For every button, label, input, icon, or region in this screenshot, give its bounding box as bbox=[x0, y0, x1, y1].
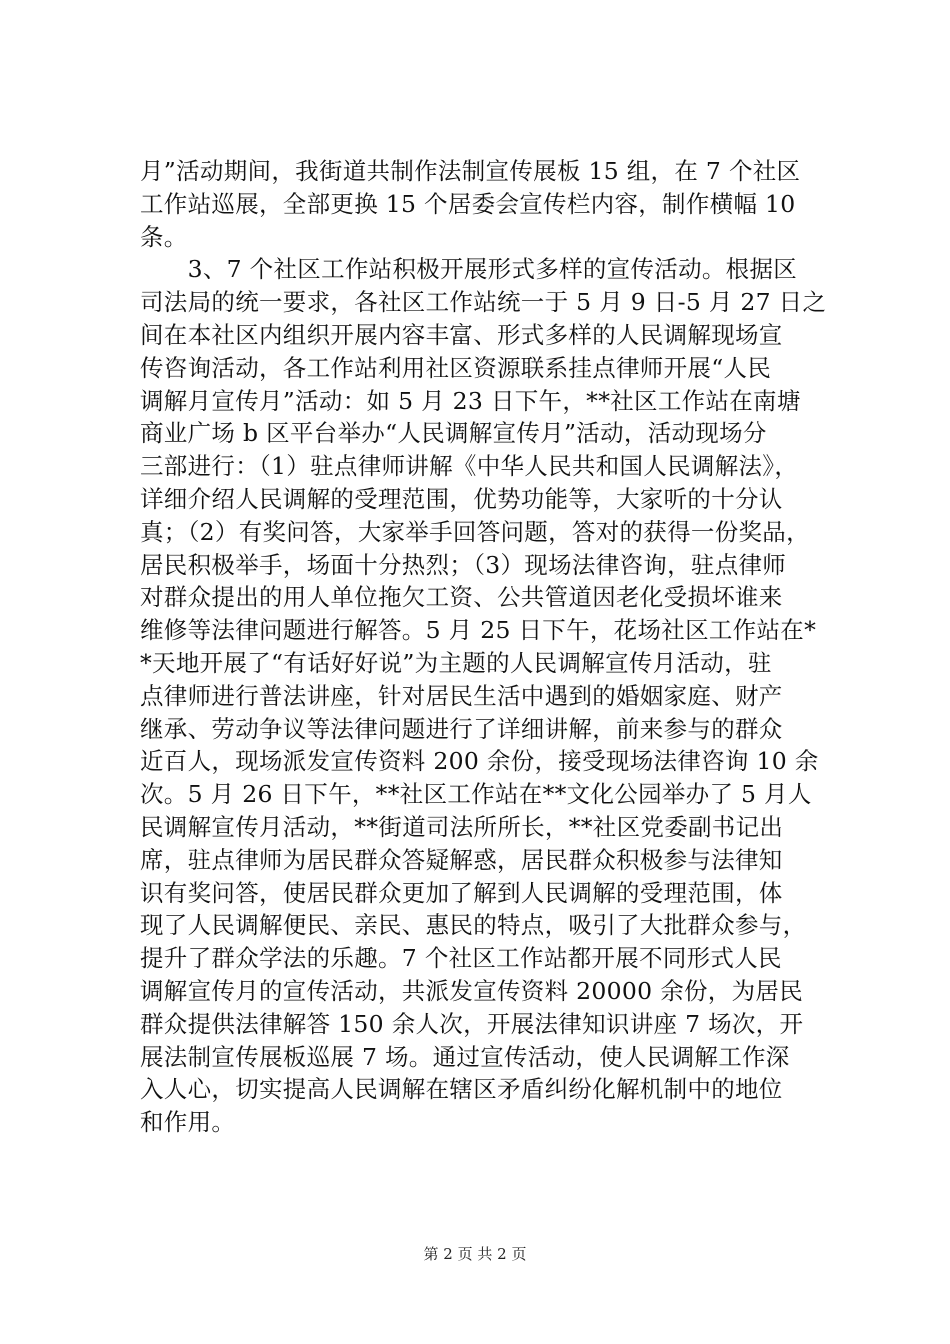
text-line: 次。5 月 26 日下午，**社区工作站在**文化公园举办了 5 月人 bbox=[140, 780, 812, 809]
text-line: 和作用。 bbox=[140, 1108, 236, 1137]
text-line: 对群众提出的用人单位拖欠工资、公共管道因老化受损坏谁来 bbox=[140, 583, 783, 612]
text-line: 现了人民调解便民、亲民、惠民的特点，吸引了大批群众参与， bbox=[140, 911, 807, 940]
text-line: 调解宣传月的宣传活动，共派发宣传资料 20000 余份，为居民 bbox=[140, 976, 803, 1005]
text-line: 司法局的统一要求，各社区工作站统一于 5 月 9 日-5 月 27 日之 bbox=[140, 288, 827, 317]
text-line: 入人心，切实提高人民调解在辖区矛盾纠纷化解机制中的地位 bbox=[140, 1075, 783, 1104]
text-line: *天地开展了“有话好好说”为主题的人民调解宣传月活动，驻 bbox=[140, 648, 772, 677]
text-line: 条。 bbox=[140, 222, 188, 251]
text-line: 居民积极举手，场面十分热烈；（3）现场法律咨询，驻点律师 bbox=[140, 550, 787, 579]
text-line: 群众提供法律解答 150 余人次，开展法律知识讲座 7 场次，开 bbox=[140, 1009, 804, 1038]
text-line: 调解月宣传月”活动：如 5 月 23 日下午，**社区工作站在南塘 bbox=[140, 386, 801, 415]
text-line: 近百人，现场派发宣传资料 200 余份，接受现场法律咨询 10 余 bbox=[140, 747, 819, 776]
text-line: 继承、劳动争议等法律问题进行了详细讲解，前来参与的群众 bbox=[140, 714, 783, 743]
text-line: 详细介绍人民调解的受理范围，优势功能等，大家听的十分认 bbox=[140, 484, 783, 513]
text-line: 真；（2）有奖问答，大家举手回答问题，答对的获得一份奖品， bbox=[140, 517, 810, 546]
text-line: 三部进行：（1）驻点律师讲解《中华人民共和国人民调解法》， bbox=[140, 452, 799, 481]
page-number: 第 2 页 共 2 页 bbox=[423, 1245, 527, 1263]
text-line: 点律师进行普法讲座，针对居民生活中遇到的婚姻家庭、财产 bbox=[140, 681, 783, 710]
document-body bbox=[140, 155, 830, 1139]
text-line: 提升了群众学法的乐趣。7 个社区工作站都开展不同形式人民 bbox=[140, 944, 782, 973]
text-line: 维修等法律问题进行解答。5 月 25 日下午，花场社区工作站在* bbox=[140, 616, 817, 645]
text-line: 识有奖问答，使居民群众更加了解到人民调解的受理范围，体 bbox=[140, 878, 783, 907]
text-line: 传咨询活动，各工作站利用社区资源联系挂点律师开展“人民 bbox=[140, 353, 772, 382]
text-line: 民调解宣传月活动，**街道司法所所长，**社区党委副书记出 bbox=[140, 812, 784, 841]
text-line: 工作站巡展，全部更换 15 个居委会宣传栏内容，制作横幅 10 bbox=[140, 189, 796, 218]
text-line: 展法制宣传展板巡展 7 场。通过宣传活动，使人民调解工作深 bbox=[140, 1042, 790, 1071]
text-line: 3、7 个社区工作站积极开展形式多样的宣传活动。根据区 bbox=[140, 255, 798, 284]
text-line: 席，驻点律师为居民群众答疑解惑，居民群众积极参与法律知 bbox=[140, 845, 783, 874]
text-line: 间在本社区内组织开展内容丰富、形式多样的人民调解现场宣 bbox=[140, 320, 783, 349]
text-line: 商业广场 b 区平台举办“人民调解宣传月”活动，活动现场分 bbox=[140, 419, 767, 448]
text-line: 月”活动期间，我街道共制作法制宣传展板 15 组，在 7 个社区 bbox=[140, 157, 801, 185]
